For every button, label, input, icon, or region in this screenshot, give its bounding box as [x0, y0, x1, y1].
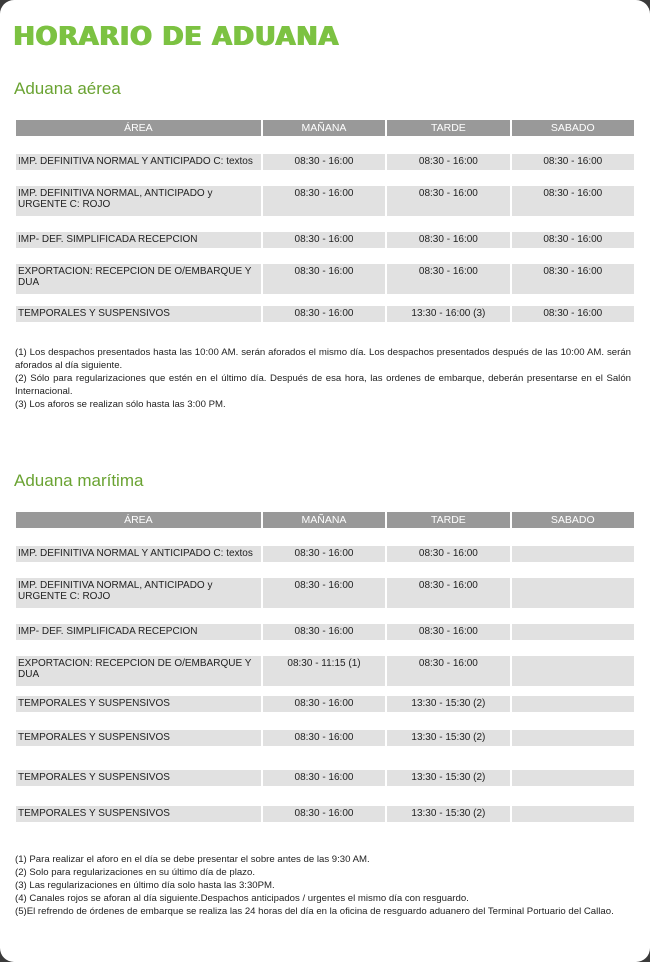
header-area: ÁREA: [16, 512, 261, 528]
table-header-row: [16, 512, 634, 528]
note: (2) Solo para regularizaciones en su último día de plazo.: [15, 867, 255, 878]
note: (2) Sólo para regularizaciones que estén en el último día. Después de esa hora, las ordenes de embarque, deberán presentarse en el Salón Internacional.: [15, 373, 631, 397]
table-row: [16, 624, 634, 640]
table-row: [16, 546, 634, 562]
table-header-row: [16, 120, 634, 136]
header-manana: MAÑANA: [263, 512, 385, 528]
cell-tarde: 13:30 - 15:30 (2): [387, 696, 509, 712]
cell-area: TEMPORALES Y SUSPENSIVOS: [16, 306, 261, 322]
header-tarde: TARDE: [387, 120, 509, 136]
note: (1) Para realizar el aforo en el día se debe presentar el sobre antes de las 9:30 AM.: [15, 854, 370, 865]
air-schedule-table: [14, 118, 636, 324]
cell-tarde: 13:30 - 15:30 (2): [387, 806, 509, 822]
cell-sabado: 08:30 - 16:00: [512, 232, 634, 248]
cell-sabado: 08:30 - 16:00: [512, 186, 634, 216]
air-notes: [15, 346, 631, 411]
cell-tarde: 08:30 - 16:00: [387, 154, 509, 170]
cell-area: EXPORTACION: RECEPCION DE O/EMBARQUE Y DUA: [16, 264, 261, 294]
note: (1) Los despachos presentados hasta las 10:00 AM. serán aforados el mismo día. Los despachos presentados después de las 10:00 AM. serán aforados al día siguiente.: [15, 347, 631, 371]
sea-schedule-table: [14, 510, 636, 824]
cell-area: IMP. DEFINITIVA NORMAL, ANTICIPADO y URGENTE C: ROJO: [16, 186, 261, 216]
cell-sabado: 08:30 - 16:00: [512, 306, 634, 322]
table-row: [16, 770, 634, 786]
table-row: [16, 264, 634, 294]
cell-sabado: [512, 696, 634, 712]
cell-manana: 08:30 - 16:00: [263, 232, 385, 248]
cell-manana: 08:30 - 16:00: [263, 306, 385, 322]
cell-area: TEMPORALES Y SUSPENSIVOS: [16, 770, 261, 786]
note: (4) Canales rojos se aforan al día siguiente.Despachos anticipados / urgentes el mismo día con resguardo.: [15, 893, 469, 904]
table-row: [16, 696, 634, 712]
cell-sabado: 08:30 - 16:00: [512, 154, 634, 170]
cell-manana: 08:30 - 16:00: [263, 806, 385, 822]
cell-manana: 08:30 - 16:00: [263, 730, 385, 746]
sea-notes: [15, 853, 631, 918]
table-row: [16, 232, 634, 248]
header-sabado: SABADO: [512, 120, 634, 136]
table-row: [16, 306, 634, 322]
cell-sabado: [512, 806, 634, 822]
note: (3) Los aforos se realizan sólo hasta las 3:00 PM.: [15, 399, 226, 410]
cell-sabado: [512, 546, 634, 562]
cell-tarde: 08:30 - 16:00: [387, 578, 509, 608]
cell-tarde: 08:30 - 16:00: [387, 546, 509, 562]
section-title-sea: Aduana marítima: [14, 471, 144, 490]
cell-sabado: [512, 730, 634, 746]
cell-manana: 08:30 - 16:00: [263, 624, 385, 640]
cell-area: IMP- DEF. SIMPLIFICADA RECEPCION: [16, 624, 261, 640]
page-title: HORARIO DE ADUANA: [13, 22, 339, 52]
cell-area: TEMPORALES Y SUSPENSIVOS: [16, 730, 261, 746]
cell-area: TEMPORALES Y SUSPENSIVOS: [16, 696, 261, 712]
cell-manana: 08:30 - 16:00: [263, 696, 385, 712]
cell-area: TEMPORALES Y SUSPENSIVOS: [16, 806, 261, 822]
cell-manana: 08:30 - 16:00: [263, 770, 385, 786]
table-row: [16, 154, 634, 170]
note: (3) Las regularizaciones en último día solo hasta las 3:30PM.: [15, 880, 275, 891]
cell-manana: 08:30 - 16:00: [263, 154, 385, 170]
cell-manana: 08:30 - 16:00: [263, 264, 385, 294]
cell-area: IMP- DEF. SIMPLIFICADA RECEPCION: [16, 232, 261, 248]
table-row: [16, 578, 634, 608]
table-row: [16, 656, 634, 686]
cell-tarde: 08:30 - 16:00: [387, 232, 509, 248]
section-title-air: Aduana aérea: [14, 79, 121, 98]
cell-tarde: 08:30 - 16:00: [387, 186, 509, 216]
table-row: [16, 730, 634, 746]
cell-sabado: [512, 656, 634, 686]
cell-tarde: 13:30 - 15:30 (2): [387, 730, 509, 746]
cell-sabado: [512, 770, 634, 786]
cell-area: IMP. DEFINITIVA NORMAL Y ANTICIPADO C: textos: [16, 546, 261, 562]
cell-tarde: 08:30 - 16:00: [387, 656, 509, 686]
note: (5)El refrendo de órdenes de embarque se realiza las 24 horas del día en la oficina de resguardo aduanero del Terminal Portuario del Callao.: [15, 906, 614, 917]
cell-manana: 08:30 - 16:00: [263, 578, 385, 608]
table-row: [16, 806, 634, 822]
header-sabado: SABADO: [512, 512, 634, 528]
cell-tarde: 08:30 - 16:00: [387, 264, 509, 294]
header-area: ÁREA: [16, 120, 261, 136]
table-row: [16, 186, 634, 216]
cell-manana: 08:30 - 16:00: [263, 546, 385, 562]
cell-area: IMP. DEFINITIVA NORMAL Y ANTICIPADO C: textos: [16, 154, 261, 170]
cell-sabado: 08:30 - 16:00: [512, 264, 634, 294]
cell-manana: 08:30 - 11:15 (1): [263, 656, 385, 686]
cell-sabado: [512, 578, 634, 608]
header-manana: MAÑANA: [263, 120, 385, 136]
cell-area: IMP. DEFINITIVA NORMAL, ANTICIPADO y URGENTE C: ROJO: [16, 578, 261, 608]
cell-tarde: 13:30 - 16:00 (3): [387, 306, 509, 322]
cell-tarde: 13:30 - 15:30 (2): [387, 770, 509, 786]
cell-sabado: [512, 624, 634, 640]
cell-manana: 08:30 - 16:00: [263, 186, 385, 216]
cell-tarde: 08:30 - 16:00: [387, 624, 509, 640]
header-tarde: TARDE: [387, 512, 509, 528]
cell-area: EXPORTACION: RECEPCION DE O/EMBARQUE Y DUA: [16, 656, 261, 686]
